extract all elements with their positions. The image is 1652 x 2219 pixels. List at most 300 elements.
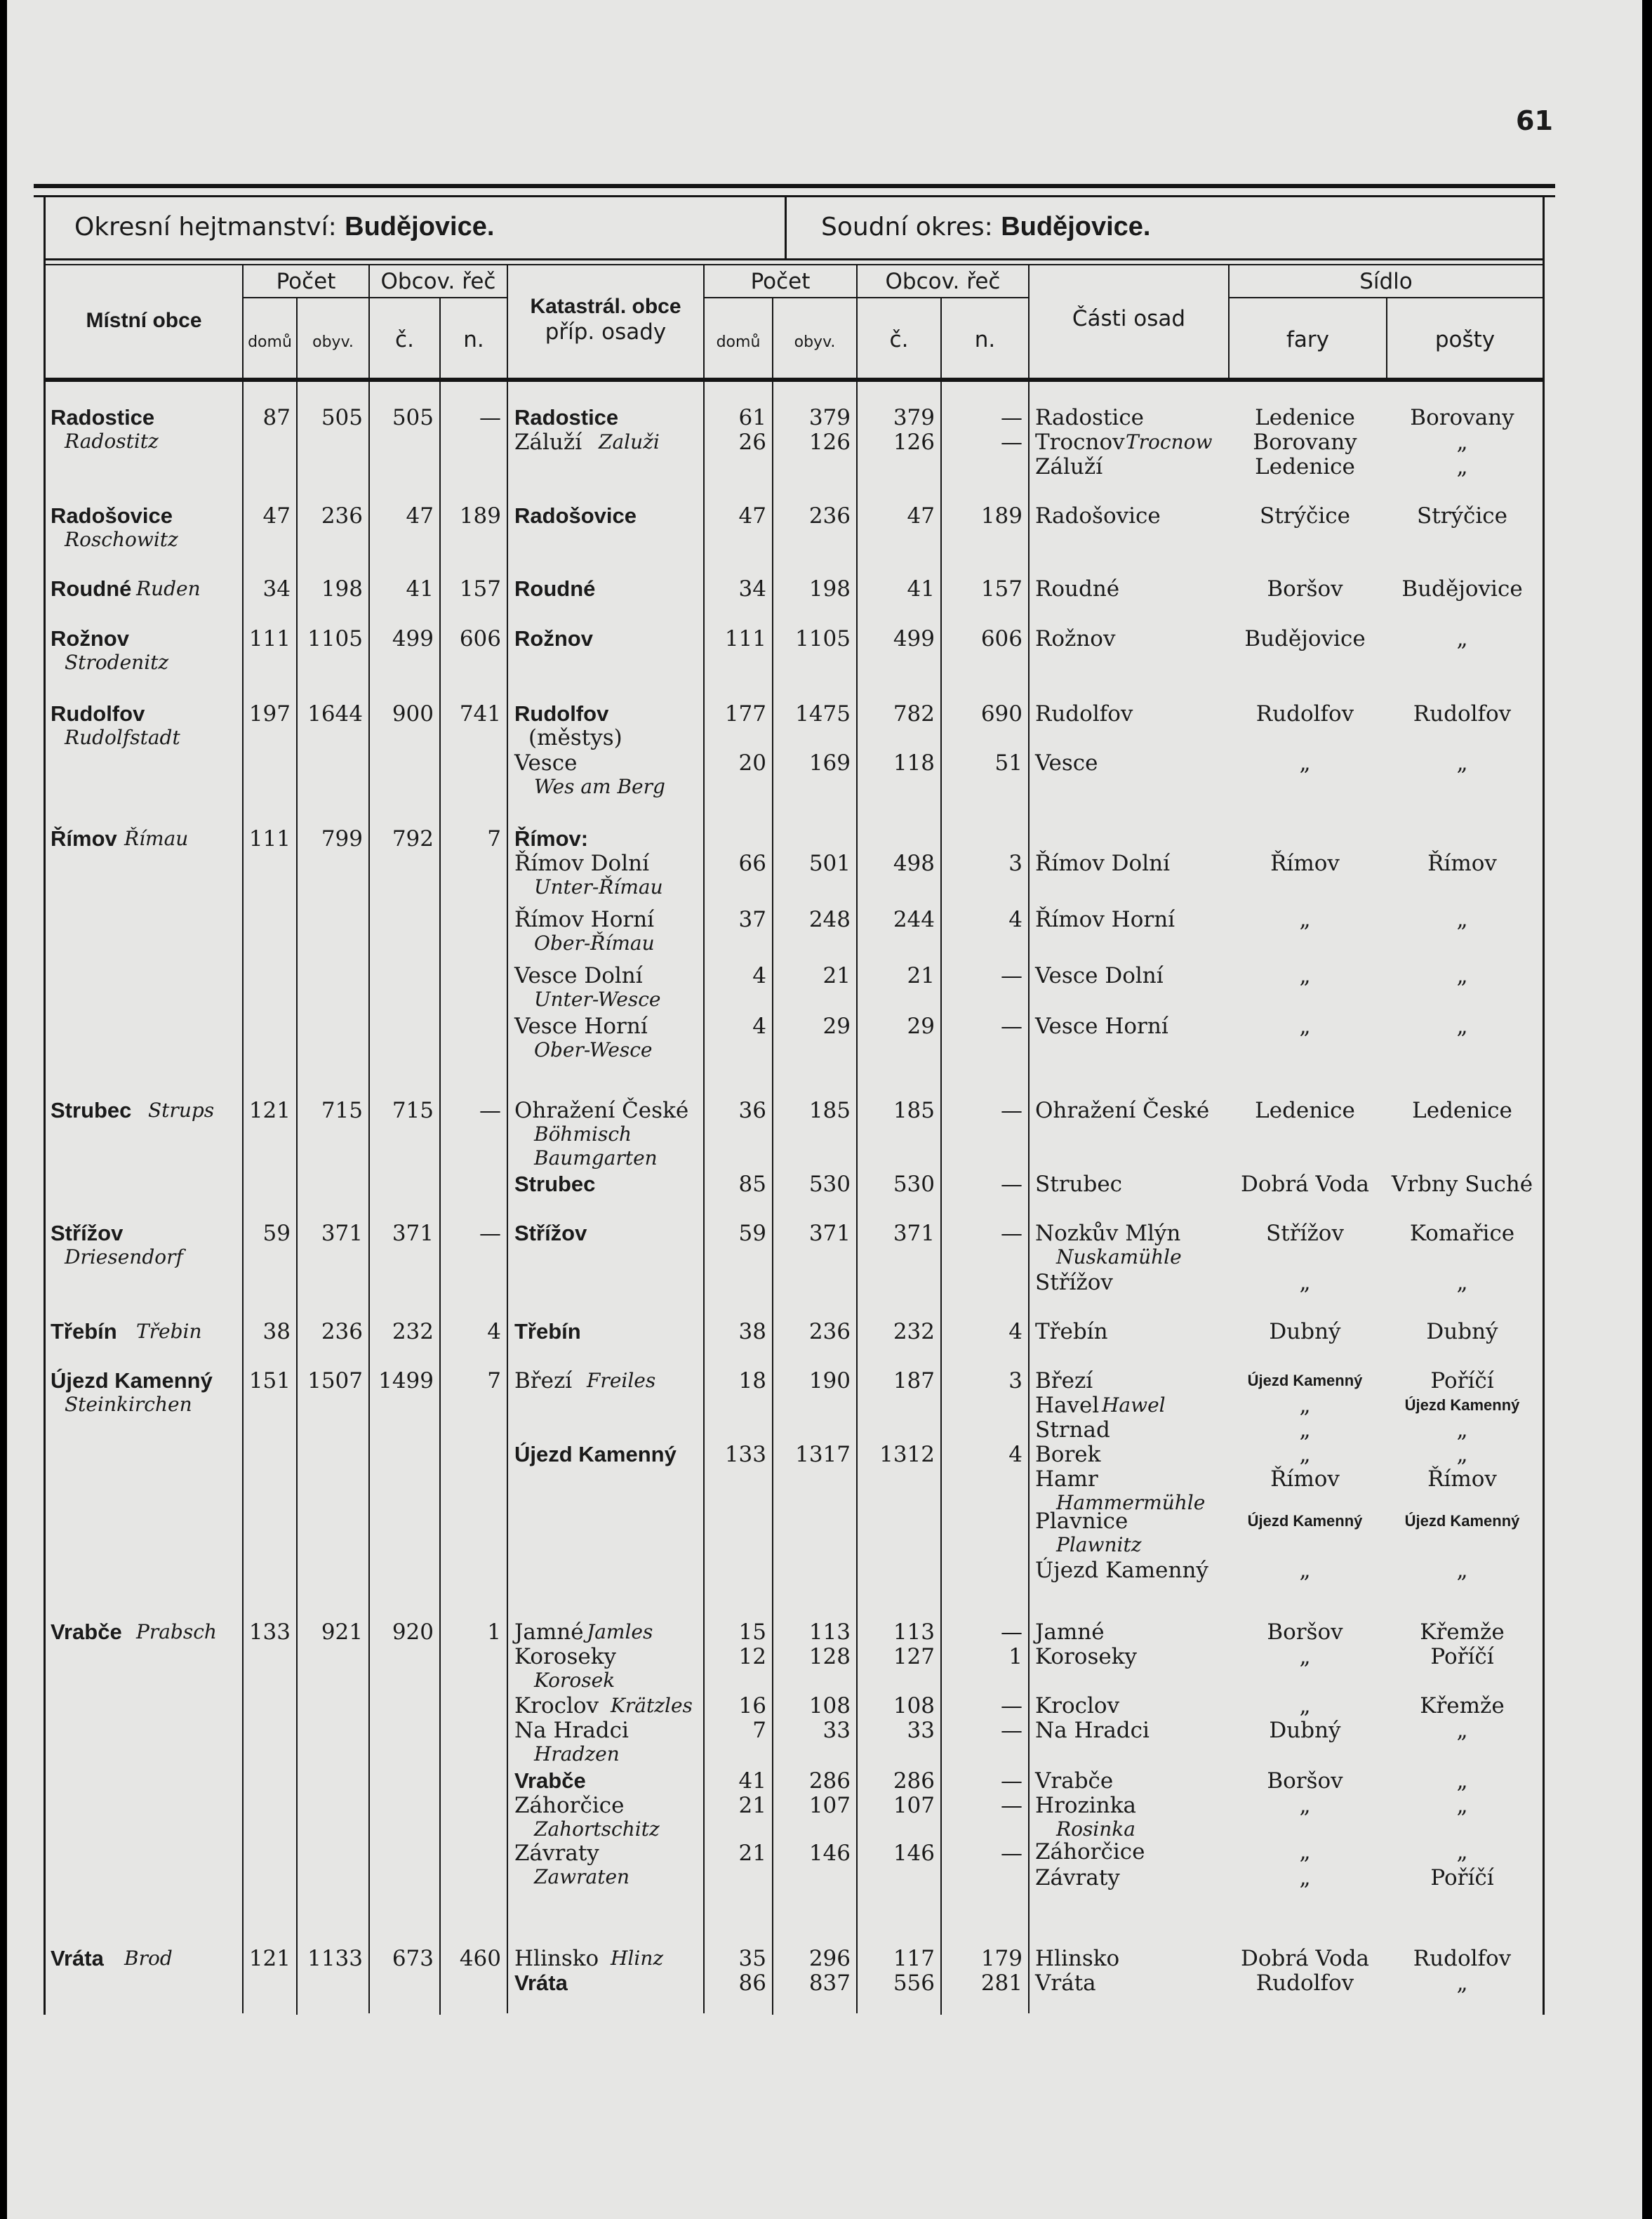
cadastral-german: 690 xyxy=(980,701,1022,727)
cadastral-houses: 4 xyxy=(752,1014,766,1039)
houses-count: 59 xyxy=(262,1221,291,1246)
settlement-part: Strnad xyxy=(1035,1417,1110,1443)
settlement-german-name: Plawnitz xyxy=(1056,1533,1142,1556)
cadastral-name: Koroseky xyxy=(514,1644,617,1669)
cadastral-name: Ohražení České xyxy=(514,1098,689,1123)
cadastral-population: 236 xyxy=(808,1319,851,1344)
col-n-2: n. xyxy=(974,327,996,352)
municipality-name: Radošovice xyxy=(51,503,173,528)
settlement-part: Vráta xyxy=(1035,1970,1096,1996)
municipality-german-name: Strodenitz xyxy=(65,651,169,674)
post-office: Borovany xyxy=(1410,405,1514,430)
cadastral-population: 286 xyxy=(808,1768,851,1794)
settlement-part: Hrozinka xyxy=(1035,1793,1136,1818)
cadastral-german-name: Baumgarten xyxy=(534,1146,658,1170)
houses-count: 197 xyxy=(248,701,291,727)
cadastral-houses: 111 xyxy=(724,626,766,651)
houses-count: 87 xyxy=(262,405,291,430)
post-office: „ xyxy=(1456,963,1468,988)
cadastral-houses: 20 xyxy=(738,750,766,776)
cadastral-houses: 4 xyxy=(752,963,766,988)
municipality-german-name: Radostitz xyxy=(65,430,159,453)
parish-seat: „ xyxy=(1299,1644,1311,1669)
cadastral-german: — xyxy=(1001,1098,1022,1123)
settlement-part: Radostice xyxy=(1035,405,1145,430)
municipality-name: Třebín xyxy=(51,1319,117,1344)
cadastral-german: — xyxy=(1001,1793,1022,1818)
cadastral-german: 179 xyxy=(980,1946,1022,1971)
post-office: Rudolfov xyxy=(1413,1946,1512,1971)
settlement-part: Roudné xyxy=(1035,576,1120,602)
cadastral-german-name: Ober-Wesce xyxy=(534,1038,653,1061)
post-office: „ xyxy=(1456,1270,1468,1295)
vline-10 xyxy=(1028,265,1030,2013)
header-bottom-rule xyxy=(44,258,1544,260)
cadastral-name: Záluží xyxy=(514,430,582,455)
post-office: „ xyxy=(1456,430,1468,455)
settlement-part: Římov Horní xyxy=(1035,907,1175,932)
settlement-part: Závraty xyxy=(1035,1865,1120,1890)
cadastral-name: Hlinsko xyxy=(514,1946,599,1971)
cadastral-houses: 12 xyxy=(738,1644,766,1669)
population-count: 1644 xyxy=(307,701,363,727)
settlement-part: Radošovice xyxy=(1035,503,1161,529)
cadastral-czech: 244 xyxy=(893,907,935,932)
settlement-german-name: Nuskamühle xyxy=(1056,1245,1182,1269)
cadastral-houses: 15 xyxy=(738,1619,766,1645)
cadastral-czech: 498 xyxy=(893,851,935,876)
cadastral-german: 281 xyxy=(980,1970,1022,1996)
vline-5 xyxy=(507,265,508,2013)
cadastral-name: Újezd Kamenný xyxy=(514,1442,677,1466)
parish-seat: Ledenice xyxy=(1255,1098,1355,1123)
colhead-bottom-rule xyxy=(44,378,1544,382)
cadastral-houses: 16 xyxy=(738,1693,766,1718)
settlement-part: Záhorčice xyxy=(1035,1839,1145,1864)
col-pocet-2: Počet xyxy=(750,269,811,294)
settlement-part: Hlinsko xyxy=(1035,1946,1120,1971)
cadastral-houses: 36 xyxy=(738,1098,766,1123)
cadastral-name: Radostice xyxy=(514,405,619,430)
municipality-german-name: Roschowitz xyxy=(65,528,178,551)
parish-seat: Dubný xyxy=(1269,1319,1341,1344)
settlement-part: Koroseky xyxy=(1035,1644,1138,1669)
settlement-part: Jamné xyxy=(1035,1619,1105,1645)
german-speakers: 741 xyxy=(459,701,501,727)
population-count: 1133 xyxy=(307,1946,363,1971)
cadastral-population: 501 xyxy=(808,851,851,876)
cadastral-name: Římov: xyxy=(514,826,589,851)
cadastral-name: Římov Horní xyxy=(514,907,655,932)
cadastral-population: 236 xyxy=(808,503,851,529)
parish-seat: Dobrá Voda xyxy=(1240,1172,1370,1197)
parish-seat: „ xyxy=(1299,1693,1311,1718)
post-office: Komařice xyxy=(1409,1221,1515,1246)
cadastral-german-name: Unter-Wesce xyxy=(534,988,661,1011)
cadastral-czech: 782 xyxy=(893,701,935,727)
post-office: Poříčí xyxy=(1430,1644,1494,1669)
vline-4 xyxy=(439,298,441,2015)
district-label: Okresní hejtmanství: xyxy=(74,213,337,241)
municipality-german-name: Třebin xyxy=(136,1320,202,1343)
cadastral-czech: 113 xyxy=(893,1619,935,1645)
page-number: 61 xyxy=(1516,105,1553,136)
parish-seat: Boršov xyxy=(1267,576,1343,602)
municipality-german-name: Římau xyxy=(124,827,189,850)
cadastral-population: 190 xyxy=(808,1368,851,1393)
cadastral-population: 113 xyxy=(808,1619,851,1645)
parish-seat: Újezd Kamenný xyxy=(1247,1512,1363,1530)
cadastral-german-name: Jamles xyxy=(587,1620,653,1643)
post-office: Ledenice xyxy=(1412,1098,1512,1123)
municipality-german-name: Ruden xyxy=(136,577,201,600)
czech-speakers: 715 xyxy=(392,1098,434,1123)
cadastral-name: Vesce xyxy=(514,750,578,776)
cadastral-czech: 108 xyxy=(893,1693,935,1718)
settlement-part: Záluží xyxy=(1035,454,1103,479)
parish-seat: „ xyxy=(1299,1270,1311,1295)
col-mistni-obce: Místní obce xyxy=(86,309,202,332)
cadastral-houses: 61 xyxy=(738,405,766,430)
cadastral-german-name: Krätzles xyxy=(611,1694,693,1717)
post-office: Újezd Kamenný xyxy=(1404,1512,1520,1530)
cadastral-population: 108 xyxy=(808,1693,851,1718)
cadastral-german-name: Ober-Římau xyxy=(534,932,655,955)
frame-right xyxy=(1543,197,1545,2015)
population-count: 198 xyxy=(321,576,363,602)
german-speakers: 7 xyxy=(487,826,501,852)
parish-seat: Rudolfov xyxy=(1255,1970,1354,1996)
cadastral-houses: 85 xyxy=(738,1172,766,1197)
post-office: „ xyxy=(1456,1558,1468,1583)
cadastral-german: — xyxy=(1001,1619,1022,1645)
cadastral-german: 3 xyxy=(1008,1368,1022,1393)
houses-count: 47 xyxy=(262,503,291,529)
cadastral-czech: 1312 xyxy=(879,1442,935,1467)
page xyxy=(7,0,1642,2219)
cadastral-houses: 21 xyxy=(738,1793,766,1818)
population-count: 236 xyxy=(321,1319,363,1344)
population-count: 715 xyxy=(321,1098,363,1123)
german-speakers: 157 xyxy=(459,576,501,602)
cadastral-czech: 146 xyxy=(893,1841,935,1866)
parish-seat: „ xyxy=(1299,1014,1311,1039)
cadastral-german-name: Hlinz xyxy=(611,1947,664,1970)
post-office: Rudolfov xyxy=(1413,701,1512,727)
cadastral-czech: 371 xyxy=(893,1221,935,1246)
czech-speakers: 673 xyxy=(392,1946,434,1971)
cadastral-german: — xyxy=(1001,405,1022,430)
cadastral-czech: 499 xyxy=(893,626,935,651)
settlement-part: Rožnov xyxy=(1035,626,1116,651)
post-office: Dubný xyxy=(1426,1319,1498,1344)
cadastral-name: Třebín xyxy=(514,1319,581,1344)
cadastral-houses: 47 xyxy=(738,503,766,529)
german-speakers: 460 xyxy=(459,1946,501,1971)
top-rule-thick xyxy=(34,184,1555,188)
settlement-german-name: Trocnow xyxy=(1126,430,1213,453)
cadastral-houses: 26 xyxy=(738,430,766,455)
cadastral-czech: 187 xyxy=(893,1368,935,1393)
cadastral-german: — xyxy=(1001,1172,1022,1197)
cadastral-german-name: Unter-Římau xyxy=(534,875,663,899)
post-office: „ xyxy=(1456,1793,1468,1818)
cadastral-population: 1475 xyxy=(795,701,851,727)
settlement-part: Vesce Dolní xyxy=(1035,963,1164,988)
parish-seat: „ xyxy=(1299,1417,1311,1443)
post-office: Poříčí xyxy=(1430,1368,1494,1393)
cadastral-german: — xyxy=(1001,1693,1022,1718)
houses-count: 111 xyxy=(248,626,291,651)
district-header xyxy=(74,212,494,242)
settlement-part: Havel xyxy=(1035,1393,1100,1418)
cadastral-german: — xyxy=(1001,1718,1022,1743)
cadastral-czech: 556 xyxy=(893,1970,935,1996)
cadastral-population: 248 xyxy=(808,907,851,932)
settlement-part: Strubec xyxy=(1035,1172,1123,1197)
cadastral-german-name: Böhmisch xyxy=(534,1122,632,1146)
cadastral-houses: 21 xyxy=(738,1841,766,1866)
cadastral-czech: 41 xyxy=(907,576,935,602)
czech-speakers: 900 xyxy=(392,701,434,727)
settlement-part: Nozkův Mlýn xyxy=(1035,1221,1181,1246)
cadastral-czech: 379 xyxy=(893,405,935,430)
municipality-name: Újezd Kamenný xyxy=(51,1368,213,1393)
cadastral-german-name: Hradzen xyxy=(534,1742,620,1766)
vline-2 xyxy=(296,298,298,2015)
population-count: 1105 xyxy=(307,626,363,651)
post-office: „ xyxy=(1456,1014,1468,1039)
parish-seat: Střížov xyxy=(1266,1221,1344,1246)
municipality-name: Rudolfov xyxy=(51,701,145,726)
post-office: „ xyxy=(1456,1442,1468,1467)
cadastral-german: 51 xyxy=(994,750,1022,776)
cadastral-houses: 66 xyxy=(738,851,766,876)
court-header xyxy=(821,212,1150,242)
czech-speakers: 47 xyxy=(406,503,434,529)
parish-seat: Strýčice xyxy=(1259,503,1350,529)
parish-seat: „ xyxy=(1299,750,1311,776)
czech-speakers: 920 xyxy=(392,1619,434,1645)
cadastral-houses: 34 xyxy=(738,576,766,602)
cadastral-german: 189 xyxy=(980,503,1022,529)
cadastral-name: Radošovice xyxy=(514,503,637,528)
cadastral-population: 146 xyxy=(808,1841,851,1866)
cadastral-population: 169 xyxy=(808,750,851,776)
cadastral-german: — xyxy=(1001,1221,1022,1246)
cadastral-czech: 47 xyxy=(907,503,935,529)
cadastral-name: Záhorčice xyxy=(514,1793,625,1818)
cadastral-german-name: Korosek xyxy=(534,1669,615,1692)
cadastral-german-name: Freiles xyxy=(587,1369,656,1392)
german-speakers: 1 xyxy=(487,1619,501,1645)
cadastral-name: Strubec xyxy=(514,1172,596,1196)
cadastral-population: 1105 xyxy=(795,626,851,651)
czech-speakers: 1499 xyxy=(378,1368,434,1393)
post-office: Římov xyxy=(1427,1466,1497,1492)
col-obcov-2: Obcov. řeč xyxy=(885,269,1001,294)
post-office: „ xyxy=(1456,907,1468,932)
col-pocet-1: Počet xyxy=(276,269,336,294)
population-count: 799 xyxy=(321,826,363,852)
cadastral-name: Vesce Horní xyxy=(514,1014,648,1039)
houses-count: 133 xyxy=(248,1619,291,1645)
german-speakers: — xyxy=(479,1098,501,1123)
settlement-part: Třebín xyxy=(1035,1319,1108,1344)
post-office: Vrbny Suché xyxy=(1391,1172,1533,1197)
municipality-name: Vrabče xyxy=(51,1619,122,1644)
parish-seat: „ xyxy=(1299,1393,1311,1418)
cadastral-name: Vrabče xyxy=(514,1768,586,1793)
cadastral-name: Rudolfov xyxy=(514,701,609,726)
post-office: „ xyxy=(1456,1768,1468,1794)
german-speakers: 7 xyxy=(487,1368,501,1393)
post-office: Poříčí xyxy=(1430,1865,1494,1890)
cadastral-czech: 107 xyxy=(893,1793,935,1818)
settlement-part: Hamr xyxy=(1035,1466,1098,1492)
czech-speakers: 41 xyxy=(406,576,434,602)
houses-count: 121 xyxy=(248,1946,291,1971)
german-speakers: — xyxy=(479,1221,501,1246)
houses-count: 121 xyxy=(248,1098,291,1123)
municipality-name: Střížov xyxy=(51,1221,124,1245)
post-office: „ xyxy=(1456,454,1468,479)
cadastral-czech: 286 xyxy=(893,1768,935,1794)
municipality-german-name: Steinkirchen xyxy=(65,1393,192,1416)
parish-seat: Rudolfov xyxy=(1255,701,1354,727)
cadastral-german: — xyxy=(1001,1768,1022,1794)
municipality-name: Roudné xyxy=(51,576,132,601)
cadastral-name: Římov Dolní xyxy=(514,851,649,876)
cadastral-population: 371 xyxy=(808,1221,851,1246)
post-office: „ xyxy=(1456,1839,1468,1864)
cadastral-czech: 21 xyxy=(907,963,935,988)
settlement-german-name: Hammermühle xyxy=(1056,1491,1206,1514)
cadastral-german-name: Zawraten xyxy=(534,1865,630,1888)
cadastral-name: Vesce Dolní xyxy=(514,963,643,988)
cadastral-houses: 7 xyxy=(752,1718,766,1743)
parish-seat: „ xyxy=(1299,1839,1311,1864)
frame-left xyxy=(44,197,46,2015)
cadastral-population: 198 xyxy=(808,576,851,602)
cadastral-name: Kroclov xyxy=(514,1693,599,1718)
municipality-german-name: Brod xyxy=(124,1947,173,1970)
col-katastral: Katastrál. obce xyxy=(530,295,681,318)
municipality-german-name: Strups xyxy=(148,1099,215,1122)
col-obyv-1: obyv. xyxy=(312,333,354,351)
cadastral-german: 4 xyxy=(1008,1442,1022,1467)
cadastral-czech: 232 xyxy=(893,1319,935,1344)
settlement-part: Rudolfov xyxy=(1035,701,1133,727)
settlement-part: Ohražení České xyxy=(1035,1098,1210,1123)
houses-count: 111 xyxy=(248,826,291,852)
post-office: Újezd Kamenný xyxy=(1404,1396,1520,1414)
cadastral-name: Střížov xyxy=(514,1221,587,1245)
czech-speakers: 232 xyxy=(392,1319,434,1344)
cadastral-houses: 18 xyxy=(738,1368,766,1393)
parish-seat: Boršov xyxy=(1267,1768,1343,1794)
cadastral-german: — xyxy=(1001,430,1022,455)
post-office: „ xyxy=(1456,1417,1468,1443)
col-domu-1: domů xyxy=(248,333,292,351)
cadastral-houses: 177 xyxy=(724,701,766,727)
cadastral-czech: 127 xyxy=(893,1644,935,1669)
population-count: 236 xyxy=(321,503,363,529)
cadastral-name: Závraty xyxy=(514,1841,599,1866)
cadastral-houses: 37 xyxy=(738,907,766,932)
municipality-german-name: Prabsch xyxy=(136,1620,217,1643)
cadastral-houses: 41 xyxy=(738,1768,766,1794)
district-value: Budějovice. xyxy=(345,212,495,241)
parish-seat: Ledenice xyxy=(1255,454,1355,479)
houses-count: 38 xyxy=(262,1319,291,1344)
settlement-part: Vrabče xyxy=(1035,1768,1114,1794)
cadastral-population: 379 xyxy=(808,405,851,430)
parish-seat: Dobrá Voda xyxy=(1240,1946,1370,1971)
parish-seat: „ xyxy=(1299,1442,1311,1467)
cadastral-german: — xyxy=(1001,963,1022,988)
cadastral-population: 837 xyxy=(808,1970,851,1996)
parish-seat: „ xyxy=(1299,1865,1311,1890)
settlement-part: Újezd Kamenný xyxy=(1035,1558,1208,1583)
cadastral-german: 1 xyxy=(1008,1644,1022,1669)
settlement-part: Římov Dolní xyxy=(1035,851,1170,876)
cadastral-german-name: Wes am Berg xyxy=(534,775,665,798)
parish-seat: „ xyxy=(1299,907,1311,932)
municipality-name: Strubec xyxy=(51,1098,132,1122)
cadastral-population: 296 xyxy=(808,1946,851,1971)
czech-speakers: 792 xyxy=(392,826,434,852)
cadastral-german: 157 xyxy=(980,576,1022,602)
settlement-german-name: Hawel xyxy=(1102,1393,1166,1417)
col-fary: fary xyxy=(1286,327,1329,352)
cadastral-houses: 59 xyxy=(738,1221,766,1246)
cadastral-note: (městys) xyxy=(528,725,622,750)
parish-seat: „ xyxy=(1299,963,1311,988)
hline-pocet-2 xyxy=(703,297,1028,298)
cadastral-czech: 530 xyxy=(893,1172,935,1197)
post-office: Budějovice xyxy=(1401,576,1523,602)
municipality-name: Rožnov xyxy=(51,626,129,651)
cadastral-name: Jamné xyxy=(514,1619,584,1645)
col-posty: pošty xyxy=(1434,327,1496,352)
cadastral-houses: 86 xyxy=(738,1970,766,1996)
cadastral-czech: 118 xyxy=(893,750,935,776)
settlement-part: Borek xyxy=(1035,1442,1101,1467)
hline-pocet-1 xyxy=(242,297,507,298)
municipality-german-name: Driesendorf xyxy=(65,1245,183,1269)
cadastral-population: 1317 xyxy=(795,1442,851,1467)
header-divider xyxy=(785,197,787,260)
settlement-part: Březí xyxy=(1035,1368,1093,1393)
czech-speakers: 371 xyxy=(392,1221,434,1246)
cadastral-czech: 29 xyxy=(907,1014,935,1039)
post-office: „ xyxy=(1456,750,1468,776)
col-obcov-1: Obcov. řeč xyxy=(380,269,496,294)
post-office: „ xyxy=(1456,1970,1468,1996)
cadastral-czech: 117 xyxy=(893,1946,935,1971)
col-n-1: n. xyxy=(463,327,484,352)
settlement-part: Vesce Horní xyxy=(1035,1014,1168,1039)
parish-seat: „ xyxy=(1299,1793,1311,1818)
population-count: 921 xyxy=(321,1619,363,1645)
col-domu-2: domů xyxy=(716,333,761,351)
parish-seat: Boršov xyxy=(1267,1619,1343,1645)
col-c-1: č. xyxy=(395,327,414,352)
cadastral-population: 107 xyxy=(808,1793,851,1818)
parish-seat: Budějovice xyxy=(1244,626,1366,651)
cadastral-population: 530 xyxy=(808,1172,851,1197)
